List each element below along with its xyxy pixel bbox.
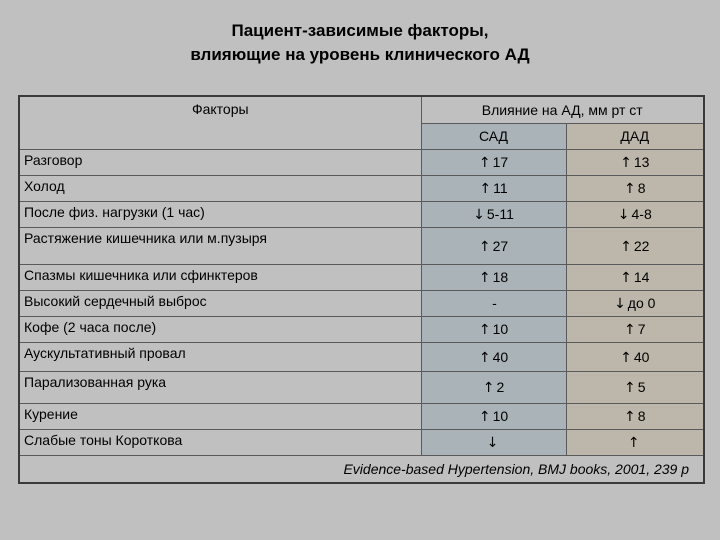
arrow-icon: ↑ (620, 155, 632, 171)
sad-cell (421, 265, 566, 291)
arrow-icon: ↑ (620, 270, 632, 286)
sad-cell (421, 202, 566, 228)
sad-cell (421, 291, 566, 317)
arrow-icon: ↑ (478, 238, 491, 255)
arrow-icon: ↑ (478, 409, 491, 425)
page-title-line-2: влияющие на уровень клинического АД (190, 45, 530, 64)
table-row (19, 404, 704, 430)
table-row (19, 265, 704, 291)
factor-cell: Кофе (2 часа после) (19, 317, 421, 343)
sad-cell-value: 10 (492, 321, 509, 337)
dad-cell (566, 176, 704, 202)
dad-cell-value: 14 (633, 269, 650, 285)
sad-cell (421, 176, 566, 202)
dad-cell (566, 291, 704, 317)
table-row (19, 228, 704, 265)
source-citation: Evidence-based Hypertension, BMJ books, 2001, 239 p (19, 456, 704, 484)
dad-cell (566, 404, 704, 430)
factor-cell: Парализованная рука (19, 372, 421, 404)
table-row (19, 430, 704, 456)
arrow-icon: ↑ (478, 322, 491, 338)
sad-cell-value: - (492, 295, 497, 311)
factor-cell: Растяжение кишечника или м.пузыря (19, 228, 421, 265)
arrow-icon: ↓ (617, 207, 630, 223)
table-row (19, 202, 704, 228)
dad-cell (566, 265, 704, 291)
sad-cell-value: 27 (492, 237, 509, 254)
header-sad: САД (421, 123, 566, 150)
dad-cell (566, 430, 704, 456)
arrow-icon: ↑ (620, 349, 632, 366)
dad-cell-value: 8 (637, 408, 646, 424)
dad-cell-value: 22 (633, 237, 650, 254)
header-dad: ДАД (566, 123, 704, 150)
factor-cell: Спазмы кишечника или сфинктеров (19, 265, 421, 291)
dad-cell-value: 13 (633, 154, 650, 170)
dad-cell-value: 5 (637, 379, 646, 395)
arrow-icon: ↑ (623, 409, 636, 425)
arrow-icon: ↑ (623, 380, 636, 396)
arrow-icon: ↑ (478, 270, 491, 286)
page-title (0, 19, 720, 67)
arrow-icon: ↑ (478, 155, 491, 171)
arrow-icon: ↓ (614, 296, 626, 312)
sad-cell (421, 372, 566, 404)
dad-cell (566, 150, 704, 176)
sad-cell-value: 2 (496, 379, 505, 395)
dad-cell-value: 8 (637, 180, 646, 196)
factors-table (18, 95, 705, 484)
table-body (19, 150, 704, 456)
sad-cell-value: 18 (492, 269, 509, 285)
sad-cell (421, 343, 566, 372)
source-row (19, 456, 704, 484)
sad-cell-value: 40 (492, 348, 509, 365)
sad-cell-value: 5-11 (486, 206, 514, 222)
sad-cell (421, 228, 566, 265)
arrow-icon: ↓ (486, 435, 499, 451)
arrow-icon: ↑ (623, 181, 636, 197)
page-title-line-1: Пациент-зависимые факторы, (231, 21, 489, 40)
arrow-icon: ↑ (623, 322, 636, 338)
factor-cell: Высокий сердечный выброс (19, 291, 421, 317)
table-row (19, 291, 704, 317)
sad-cell (421, 317, 566, 343)
dad-cell-value: 4-8 (631, 206, 652, 222)
dad-cell (566, 317, 704, 343)
dad-cell-value: до 0 (627, 295, 656, 311)
factor-cell: Аускультативный провал (19, 343, 421, 372)
table-row (19, 372, 704, 404)
sad-cell (421, 404, 566, 430)
table-row (19, 343, 704, 372)
header-influence: Влияние на АД, мм рт ст (421, 96, 704, 123)
sad-cell (421, 150, 566, 176)
factor-cell: Слабые тоны Короткова (19, 430, 421, 456)
arrow-icon: ↓ (473, 207, 485, 223)
arrow-icon: ↑ (478, 349, 491, 366)
dad-cell-value: 40 (633, 348, 650, 365)
sad-cell-value: 17 (492, 154, 509, 170)
sad-cell-value: 10 (492, 408, 509, 424)
factor-cell: Холод (19, 176, 421, 202)
arrow-icon: ↑ (482, 380, 495, 396)
arrow-icon: ↑ (479, 181, 492, 197)
dad-cell-value: 7 (637, 321, 646, 337)
sad-cell-value: 11 (493, 180, 508, 196)
factor-cell: После физ. нагрузки (1 час) (19, 202, 421, 228)
arrow-icon: ↑ (620, 238, 632, 255)
dad-cell (566, 372, 704, 404)
table-row (19, 317, 704, 343)
table-header-row (19, 96, 704, 123)
factor-cell: Курение (19, 404, 421, 430)
arrow-icon: ↑ (627, 435, 640, 451)
header-factors: Факторы (19, 96, 421, 150)
factor-cell: Разговор (19, 150, 421, 176)
sad-cell (421, 430, 566, 456)
dad-cell (566, 343, 704, 372)
dad-cell (566, 228, 704, 265)
dad-cell (566, 202, 704, 228)
table-row (19, 176, 704, 202)
table-row (19, 150, 704, 176)
